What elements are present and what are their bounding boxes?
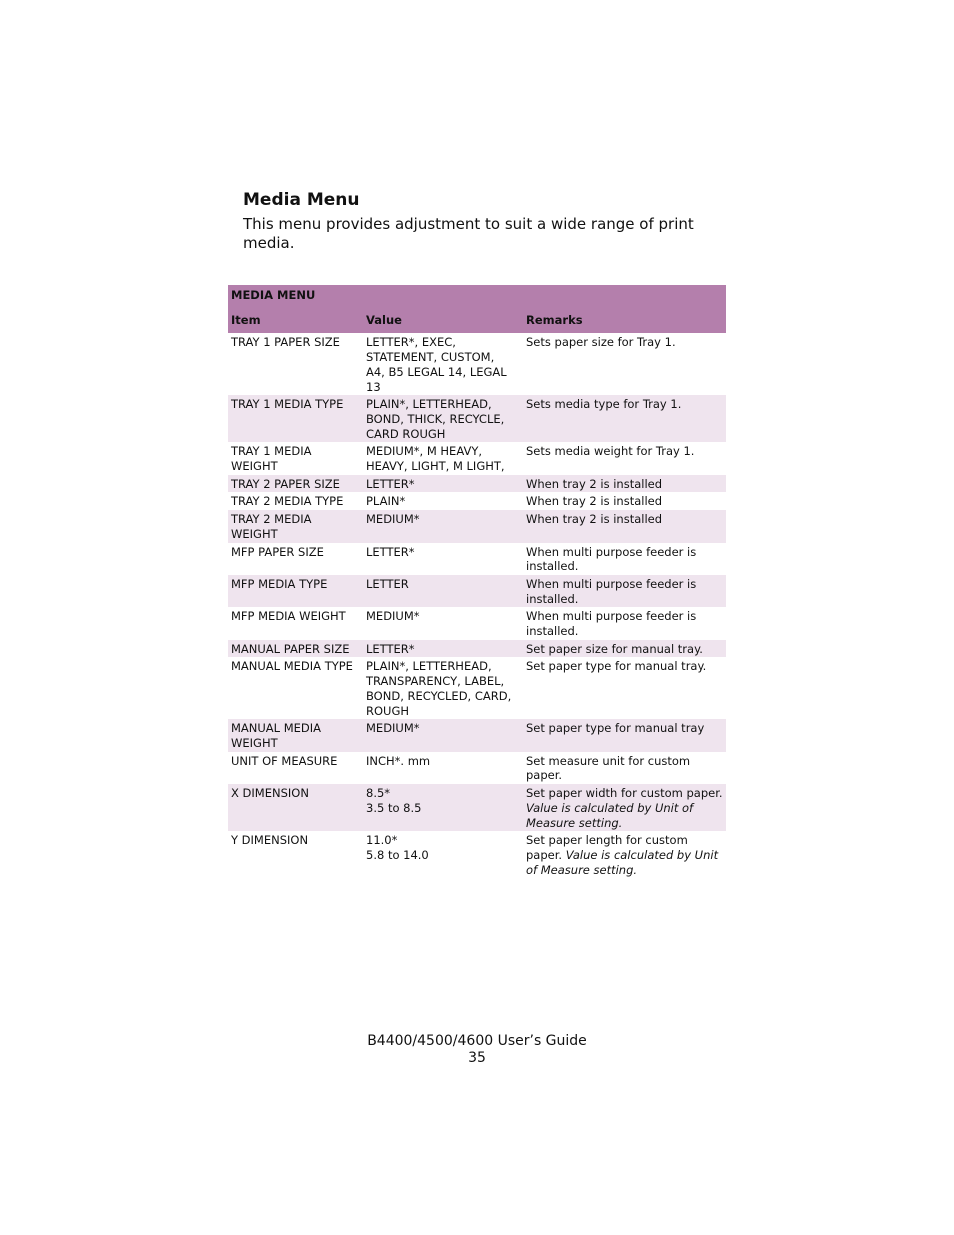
- remarks-text: Set paper type for manual tray: [526, 721, 705, 736]
- remarks-text: Sets paper size for Tray 1.: [526, 335, 676, 350]
- remarks-text: When multi purpose feeder is installed.: [526, 609, 697, 639]
- remarks-text: When tray 2 is installed: [526, 512, 663, 527]
- column-header-value: Value: [363, 310, 523, 334]
- intro-paragraph: This menu provides adjustment to suit a wide range of print media.: [243, 215, 694, 252]
- table-title-row: [228, 285, 726, 310]
- remarks-text: Set paper length for custom paper.: [526, 833, 688, 862]
- row-item: TRAY 1 MEDIA TYPE: [228, 395, 363, 442]
- table-row: [228, 510, 726, 542]
- remarks-text: Sets media type for Tray 1.: [526, 397, 682, 412]
- row-item: X DIMENSION: [228, 784, 363, 831]
- page-footer: [0, 1033, 954, 1067]
- row-item: TRAY 2 MEDIA WEIGHT: [228, 510, 363, 542]
- row-remarks: [523, 543, 726, 575]
- remarks-text: When tray 2 is installed: [526, 494, 663, 509]
- row-value: LETTER*: [363, 640, 523, 658]
- row-item: MFP MEDIA TYPE: [228, 575, 363, 607]
- row-item: Y DIMENSION: [231, 833, 309, 848]
- remarks-text: When multi purpose feeder is installed.: [526, 576, 697, 606]
- row-remarks: [523, 719, 726, 751]
- table-row: [228, 784, 726, 831]
- remarks-text: Sets media weight for Tray 1.: [526, 444, 695, 459]
- table-row: [228, 607, 726, 639]
- table-header-row: [228, 310, 726, 334]
- row-item: TRAY 1 PAPER SIZE: [231, 335, 340, 350]
- table-title: MEDIA MENU: [228, 285, 726, 310]
- column-header-item: Item: [228, 310, 363, 334]
- table-body: [228, 333, 726, 878]
- row-remarks: [523, 492, 726, 510]
- page-number: 35: [468, 1050, 486, 1066]
- remarks-text: Set measure unit for custom paper.: [526, 753, 691, 783]
- remarks-text: When tray 2 is installed: [526, 476, 663, 491]
- row-value: MEDIUM*: [363, 510, 523, 542]
- row-value: 11.0* 5.8 to 14.0: [366, 833, 429, 862]
- row-value: MEDIUM*, M HEAVY, HEAVY, LIGHT, M LIGHT,: [366, 444, 505, 474]
- media-menu-table: [228, 285, 726, 878]
- table-row: [228, 475, 726, 493]
- row-item: MANUAL MEDIA WEIGHT: [228, 719, 363, 751]
- table-row: [228, 831, 726, 878]
- row-remarks: [523, 640, 726, 658]
- row-value: LETTER*: [366, 544, 415, 559]
- row-value: PLAIN*, LETTERHEAD, TRANSPARENCY, LABEL, BOND, RECYCLED, CARD, ROUGH: [366, 659, 512, 718]
- remarks-text: When multi purpose feeder is installed.: [526, 544, 697, 574]
- row-item: UNIT OF MEASURE: [231, 753, 338, 768]
- row-value: PLAIN*, LETTERHEAD, BOND, THICK, RECYCLE, CARD ROUGH: [363, 395, 523, 442]
- row-value: MEDIUM*: [363, 719, 523, 751]
- row-value: PLAIN*: [366, 494, 406, 509]
- row-item: TRAY 2 PAPER SIZE: [228, 475, 363, 493]
- row-remarks: [523, 333, 726, 395]
- row-remarks: [523, 752, 726, 784]
- row-remarks: [523, 442, 726, 474]
- table-row: [228, 640, 726, 658]
- remarks-text: Set paper width for custom paper.: [526, 786, 723, 801]
- row-remarks: [523, 395, 726, 442]
- row-item: TRAY 1 MEDIA WEIGHT: [231, 444, 312, 474]
- table-row: [228, 719, 726, 751]
- row-remarks: [523, 475, 726, 493]
- table-row: [228, 492, 726, 510]
- remarks-note: Value is calculated by Unit of Measure setting.: [526, 800, 694, 830]
- table-row: [228, 395, 726, 442]
- row-remarks: [523, 657, 726, 719]
- row-value: LETTER*: [363, 475, 523, 493]
- table-row: [228, 575, 726, 607]
- row-item: MANUAL PAPER SIZE: [228, 640, 363, 658]
- row-remarks: [523, 510, 726, 542]
- column-header-remarks: Remarks: [523, 310, 726, 334]
- row-value: 8.5* 3.5 to 8.5: [363, 784, 523, 831]
- table-row: [228, 333, 726, 395]
- table-row: [228, 752, 726, 784]
- row-value: INCH*. mm: [366, 753, 431, 768]
- row-item: MANUAL MEDIA TYPE: [231, 659, 353, 674]
- remarks-text: Set paper size for manual tray.: [526, 641, 703, 656]
- remarks-text: Set paper type for manual tray.: [526, 659, 707, 674]
- row-item: MFP PAPER SIZE: [231, 544, 324, 559]
- guide-title: B4400/4500/4600 User’s Guide: [367, 1033, 587, 1049]
- row-remarks: [523, 607, 726, 639]
- table-row: [228, 543, 726, 575]
- row-item: MFP MEDIA WEIGHT: [231, 609, 346, 624]
- row-value: MEDIUM*: [366, 609, 420, 624]
- row-remarks: [523, 784, 726, 831]
- row-remarks: [523, 831, 726, 878]
- table-row: [228, 442, 726, 474]
- row-remarks: [523, 575, 726, 607]
- row-item: TRAY 2 MEDIA TYPE: [231, 494, 344, 509]
- section-title: Media Menu: [243, 190, 360, 210]
- row-value: LETTER: [363, 575, 523, 607]
- row-value: LETTER*, EXEC, STATEMENT, CUSTOM, A4, B5 LEGAL 14, LEGAL 13: [366, 335, 507, 394]
- remarks-note: Value is calculated by Unit of Measure setting.: [526, 847, 719, 877]
- table-row: [228, 657, 726, 719]
